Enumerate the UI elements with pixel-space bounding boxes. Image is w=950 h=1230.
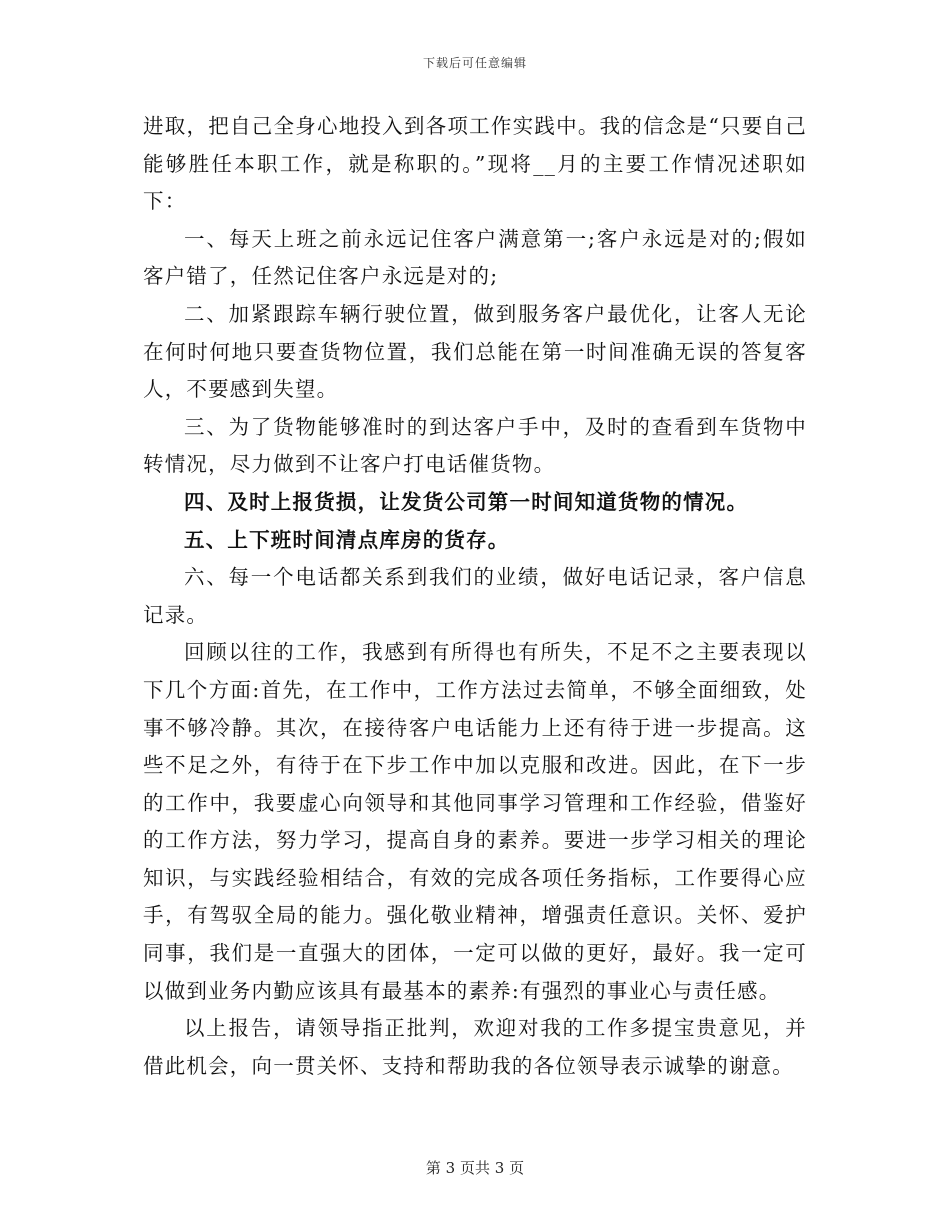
paragraph-item-2: 二、加紧跟踪车辆行驶位置，做到服务客户最优化，让客人无论在何时何地只要查货物位置，我们总能在第一时间准确无误的答复客人，不要感到失望。 (143, 301, 807, 402)
paragraph-item-5: 五、上下班时间清点库房的货存。 (184, 527, 510, 552)
paragraph-intro: 进取，把自己全身心地投入到各项工作实践中。我的信念是“只要自己能够胜任本职工作，就是称职的。”现将__月的主要工作情况述职如下： (143, 114, 807, 214)
page-footer: 第 3 页共 3 页 (425, 1159, 525, 1177)
page-header: 下载后可任意编辑 (422, 56, 527, 70)
paragraph-item-1: 一、每天上班之前永远记住客户满意第一;客户永远是对的;假如客户错了，任然记住客户永远是对的; (143, 226, 807, 289)
paragraph-item-6: 六、每一个电话都关系到我们的业绩，做好电话记录，客户信息记录。 (143, 565, 807, 627)
paragraph-closing: 以上报告，请领导指正批判，欢迎对我的工作多提宝贵意见，并借此机会，向一贯关怀、支持和帮助我的各位领导表示诚挚的谢意。 (143, 1016, 807, 1078)
paragraph-review: 回顾以往的工作，我感到有所得也有所失，不足不之主要表现以下几个方面:首先，在工作中，工作方法过去简单，不够全面细致，处事不够冷静。其次，在接待客户电话能力上还有待于进一步提高。这些不足之外，有待于在下步工作中加以克服和改进。因此，在下一步的工作中，我要虚心向领导和其他同事学习管理和工作经验，借鉴好的工作方法，努力学习，提高自身的素养。要进一步学习相关的理论知识，与实践经验相结合，有效的完成各项任务指标，工作要得心应手，有驾驭全局的能力。强化敬业精神，增强责任意识。关怀、爱护同事，我们是一直强大的团体，一定可以做的更好，最好。我一定可以做到业务内勤应该具有最基本的素养:有强烈的事业心与责任感。 (143, 640, 807, 1003)
paragraph-item-3: 三、为了货物能够准时的到达客户手中，及时的查看到车货物中转情况，尽力做到不让客户打电话催货物。 (143, 414, 807, 477)
paragraph-item-4: 四、及时上报货损，让发货公司第一时间知道货物的情况。 (184, 489, 749, 514)
document-body (143, 108, 807, 1085)
